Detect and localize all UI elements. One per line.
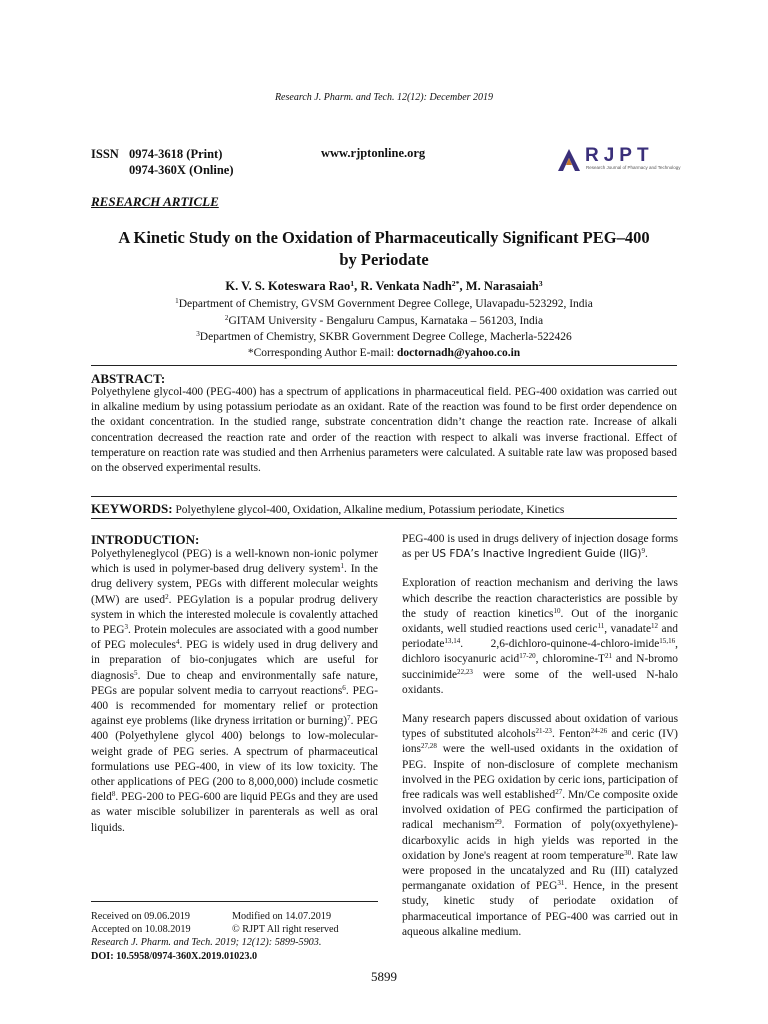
- doi-link[interactable]: DOI: 10.5958/0974-360X.2019.01023.0: [91, 950, 258, 962]
- author-3-affil: 3: [538, 278, 543, 288]
- affiliation-1: $^1$Department of Chemistry, GVSM Government Degree College, Ulavapadu-523292, India: [175, 297, 593, 310]
- intro-paragraph-1: Polyethyleneglycol (PEG) is a well-known non-ionic polymer which is used in polymer-based drug delivery system$^1$. In the drug delivery system, PEGs with different molecular weights (MW) are used$^2$. PEGylation is a popular prodrug delivery system in which the interested molecule is covalently attached to PEG$^3$. Protein molecules are associated with a good number of PEG molecules$^4$. PEG is widely used in drug delivery and in preparation of bio-conjugates which are useful for diagnosis$^5$. Due to cheap and environmentally safe nature, PEGs are popular solvent media to carryout reactions$^6$. PEG-400 is recommended for momentary relief or protection against eye problems (like dryness irritation or burning)$^7$. PEG 400 (Polyethylene glycol 400) belongs to low-molecular-weight grade of PEG series. A spectrum of pharmaceutical formulations use PEG-400, in view of its low toxicity. The other applications of PEG (200 to 8,000,000) include cosmetic field$^8$. PEG-200 to PEG-600 are liquid PEGs and they are used as water miscible solubilizer in parenterals as well as oral liquids.: [91, 548, 379, 834]
- divider-abstract: [91, 496, 677, 497]
- intro-paragraph-3: Exploration of reaction mechanism and deriving the laws which describe the reaction characteristics are possible by the study of reaction kinetics$^{10}$. Out of the inorganic oxidants, well studied reactions used ceric$^{11}$, vanadate$^{12}$ and periodate$^{13,14}$. 2,6-dichloro-quinone-4-chloro-imide$^{15,16}$, dichloro isocyanuric acid$^{17-20}$, chloromine-$T^{21}$ and N-bromo succinimide$^{22,23}$ were some of the well-used N-halo oxidants.: [402, 577, 678, 696]
- issn-block: [91, 146, 234, 178]
- corresponding-author: *Corresponding Author E-mail: doctornadh@yahoo.co.in: [247, 347, 521, 359]
- paper-title-line-1: A Kinetic Study on the Oxidation of Pharmaceutically Significant PEG–400: [118, 228, 650, 247]
- author-3: , M. Narasaiah: [459, 279, 539, 293]
- author-2: , R. Venkata Nadh: [354, 279, 452, 293]
- rjpt-logo-tagline: Research Journal of Pharmacy and Technology: [586, 165, 681, 170]
- copyright: © RJPT All right reserved: [232, 924, 339, 936]
- author-1: K. V. S. Koteswara Rao: [225, 279, 351, 293]
- affiliation-3: $^3$Departmen of Chemistry, SKBR Government Degree College, Macherla-522426: [196, 330, 572, 343]
- paper-title: [60, 227, 708, 271]
- divider-top: [91, 365, 677, 366]
- article-history: [91, 910, 378, 963]
- modified-date: Modified on 14.07.2019: [232, 911, 332, 922]
- issn-print: 0974-3618 (Print): [129, 147, 223, 161]
- author-list: [0, 279, 768, 294]
- page-number: 5899: [371, 969, 397, 984]
- keywords: [91, 501, 677, 517]
- journal-website-link[interactable]: www.rjptonline.org: [321, 146, 426, 160]
- divider-keywords: [91, 518, 677, 519]
- paper-title-line-2: by Periodate: [339, 250, 429, 269]
- affiliation-2: $^2$GITAM University - Bengaluru Campus, Karnataka – 561203, India: [224, 314, 544, 327]
- corresponding-email[interactable]: doctornadh@yahoo.co.in: [397, 347, 521, 359]
- rjpt-logo: [555, 145, 681, 174]
- author-1-affil: 1: [350, 278, 355, 288]
- received-date: Received on 09.06.2019: [91, 911, 191, 922]
- author-2-affil: 2*: [451, 278, 460, 288]
- rjpt-logo-mark-icon: [557, 148, 581, 172]
- issn-online: 0974-360X (Online): [129, 163, 234, 177]
- article-type: RESEARCH ARTICLE: [91, 194, 219, 209]
- issn-label: ISSN: [91, 147, 119, 161]
- introduction-left-column: [91, 547, 378, 836]
- divider-footnotes: [91, 901, 378, 902]
- rjpt-logo-text: RJPT: [585, 145, 654, 166]
- keywords-text: Polyethylene glycol-400, Oxidation, Alkaline medium, Potassium periodate, Kinetics: [172, 504, 565, 516]
- accepted-date: Accepted on 10.08.2019: [91, 924, 191, 936]
- abstract-heading: ABSTRACT:: [91, 371, 166, 386]
- intro-paragraph-2: PEG-400 is used in drugs delivery of injection dosage forms as per US FDA’s Inactive Ingredient Guide (IIG)$^9$.: [402, 533, 678, 561]
- intro-paragraph-4: Many research papers discussed about oxidation of various types of substituted alcohols$^{21-23}$. Fenton$^{24-26}$ and ceric (IV) ions$^{27,28}$ were the well-used oxidants in the oxidation of PEG. Inspite of non-disclosure of complete mechanism involved in the PEG oxidation by ceric ions, participation of free radicals was well established$^{27}$. Mn/Ce composite oxide involved oxidation of PEG confirmed the participation of radical mechanism$^{29}$. Formation of poly(oxyethylene)-dicarboxylic acids in high yields was reported in the oxidation by Jone's reagent at room temperature$^{30}$. Rate law were proposed in the uncatalyzed and Ru (III) catalyzed permanganate oxidation of PEG$^{31}$. Hence, in the present study, kinetic study of periodate oxidation of pharmaceutical importance of PEG-400 was carried out in aqueous alkaline medium.: [402, 713, 678, 938]
- introduction-heading: INTRODUCTION:: [91, 532, 200, 547]
- journal-running-header: Research J. Pharm. and Tech. 12(12): December 2019: [274, 92, 494, 103]
- citation: Research J. Pharm. and Tech. 2019; 12(12): 5899-5903.: [91, 937, 322, 949]
- abstract-text: Polyethylene glycol-400 (PEG-400) has a spectrum of applications in pharmaceutical field. PEG-400 oxidation was carried out in alkaline medium by using potassium periodate as an oxidant. Rate of the reaction was found to be first order dependence on the oxidant concentration. In the studied range, substrate concentration didn’t change the reaction rate. Increase of alkali concentration decreased the reaction rate and order of the reaction with respect to alkali was inverse fractional. Effect of temperature on reaction rate was studied and then Arrhenius parameters were calculated. A suitable rate law was proposed based on the observed experimental results.: [91, 386, 677, 475]
- introduction-right-column: [402, 532, 678, 940]
- keywords-heading: KEYWORDS:: [91, 501, 173, 516]
